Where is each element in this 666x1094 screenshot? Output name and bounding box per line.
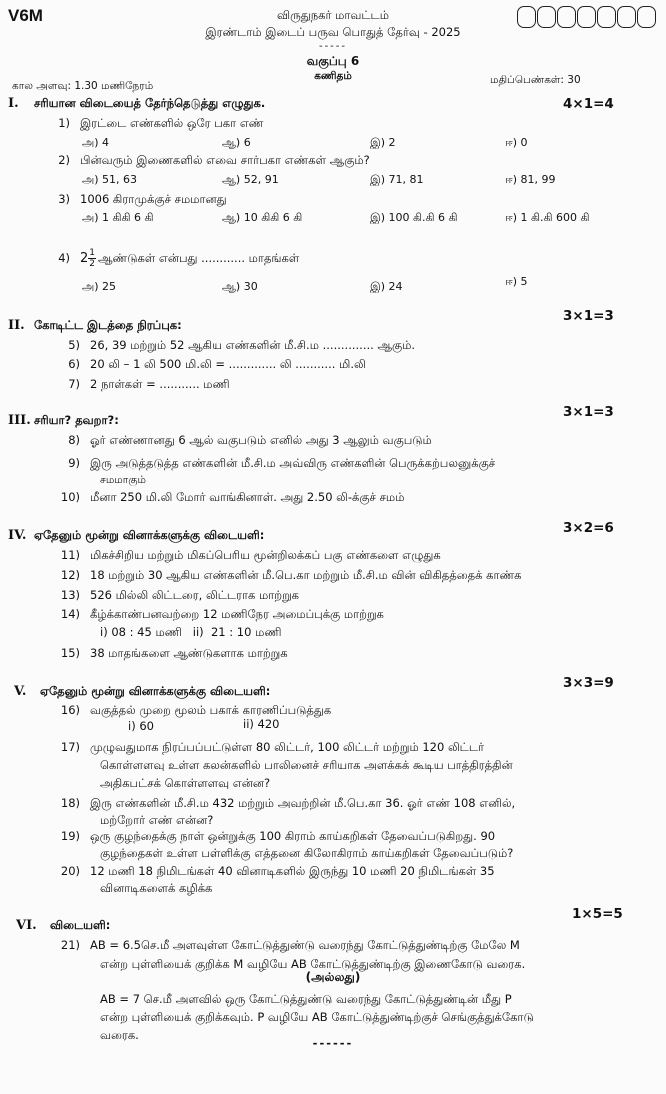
question-8: 8) ஓர் எண்ணானது 6 ஆல் வகுபடும் எனில் அது 3 ஆலும் வகுபடும் <box>68 433 432 447</box>
question-18-cont: மற்றோர் எண் என்ன? <box>100 813 214 827</box>
option: அ) 1 கிகி 6 கி <box>82 211 154 224</box>
section-2-marks: 3×1=3 <box>563 308 614 324</box>
section-3-marks: 3×1=3 <box>563 404 614 420</box>
question-2: 2) பின்வரும் இணைகளில் எவை சார்பகா எண்கள் ஆகும்? <box>58 153 370 167</box>
option: ஈ) 1 கி.கி 600 கி <box>505 211 590 224</box>
option: இ) 71, 81 <box>370 173 424 186</box>
question-9: 9) இரு அடுத்தடுத்த எண்களின் மீ.சி.ம அவ்விரு எண்களின் பெருக்கற்பலனுக்குச் <box>68 456 496 470</box>
option: ஈ) 0 <box>505 136 528 149</box>
question-21: 21) AB = 6.5செ.மீ அளவுள்ள கோட்டுத்துண்டு வரைந்து கோட்டுத்துண்டிற்கு மேலே M <box>60 938 520 952</box>
question-20: 20) 12 மணி 18 நிமிடங்கள் 40 வினாடிகளில் இருந்து 10 மணி 20 நிமிடங்கள் 35 <box>60 864 495 878</box>
section-6-heading: VI. விடையளி: <box>16 918 111 933</box>
question-9-cont: சமமாகும் <box>100 474 146 486</box>
section-5-heading: V. ஏதேனும் மூன்று வினாக்களுக்கு விடையளி: <box>14 684 271 699</box>
question-7: 7) 2 நாள்கள் = ........... மணி <box>68 377 230 391</box>
section-1-marks: 4×1=4 <box>563 96 614 112</box>
header-separator: ----- <box>318 41 348 52</box>
option: இ) 100 கி.கி 6 கி <box>370 211 458 224</box>
option: அ) 25 <box>82 280 117 293</box>
question-10: 10) மீனா 250 மி.லி மோர் வாங்கினாள். அது 2.50 லி-க்குச் சமம் <box>60 490 405 504</box>
option: ஈ) 5 <box>505 275 528 288</box>
question-17: 17) முழுவதுமாக நிரப்பப்பட்டுள்ள 80 லிட்டர், 100 லிட்டர் மற்றும் 120 லிட்டர் <box>60 740 484 754</box>
option: ஈ) 81, 99 <box>505 173 556 186</box>
option: இ) 24 <box>370 280 403 293</box>
question-16-part-2: ii) 420 <box>243 717 280 731</box>
question-18: 18) இரு எண்களின் மீ.சி.ம 432 மற்றும் அவற்றின் மீ.பெ.கா 36. ஓர் எண் 108 எனில், <box>60 796 516 810</box>
option: ஆ) 10 கிகி 6 கி <box>222 211 303 224</box>
end-marker: ------ <box>312 1036 354 1050</box>
question-5: 5) 26, 39 மற்றும் 52 ஆகிய எண்களின் மீ.சி.ம .............. ஆகும். <box>68 338 416 352</box>
district-title: விருதுநகர் மாவட்டம் <box>277 8 389 22</box>
subject-title: கணிதம் <box>314 70 352 82</box>
question-21-alt-cont: என்ற புள்ளியைக் குறிக்கவும். P வழியே AB கோட்டுத்துண்டிற்குச் செங்குத்துக்கோடு <box>100 1010 534 1024</box>
fraction: $\frac{1}{2}$ <box>89 248 96 269</box>
section-4-marks: 3×2=6 <box>563 520 614 536</box>
class-title: வகுப்பு 6 <box>306 54 360 68</box>
question-16: 16) வகுத்தல் முறை மூலம் பகாக் காரணிப்படுத்துக <box>60 703 332 717</box>
paper-code: V6M <box>8 6 43 25</box>
question-21-alt-cont: வரைக. <box>100 1028 139 1042</box>
section-1-heading <box>8 96 265 112</box>
section-2-heading: II. கோடிட்ட இடத்தை நிரப்புக: <box>8 318 182 333</box>
question-11: 11) மிகச்சிறிய மற்றும் மிகப்பெரிய மூன்றிலக்கப் பகு எண்களை எழுதுக <box>60 548 441 562</box>
section-number: I. <box>8 96 19 111</box>
question-3: 3) 1006 கிராமுக்குச் சமமானது <box>58 192 227 206</box>
question-1: 1) இரட்டை எண்களில் ஒரே பகா எண் <box>58 116 264 130</box>
question-14-parts: i) 08 : 45 மணி ii) 21 : 10 மணி <box>100 625 282 639</box>
section-5-marks: 3×3=9 <box>563 675 614 691</box>
exam-title: இரண்டாம் இடைப் பருவ பொதுத் தேர்வு - 2025 <box>205 25 461 39</box>
question-20-cont: வினாடிகளைக் கழிக்க <box>100 881 213 895</box>
question-19: 19) ஒரு குழந்தைக்கு நாள் ஒன்றுக்கு 100 கிராம் காய்கறிகள் தேவைப்படுகிறது. 90 <box>60 829 496 843</box>
question-17-cont: கொள்ளளவு உள்ள கலன்களில் பாலினைச் சரியாக அளக்கக் கூடிய பாத்திரத்தின் <box>100 758 513 772</box>
question-14: 14) கீழ்க்காண்பனவற்றை 12 மணிநேர அமைப்புக்கு மாற்றுக <box>60 607 384 621</box>
option: இ) 2 <box>370 136 396 149</box>
section-3-heading: III. சரியா? தவறா?: <box>8 413 119 428</box>
section-4-heading: IV. ஏதேனும் மூன்று வினாக்களுக்கு விடையளி: <box>8 528 265 543</box>
option: ஆ) 52, 91 <box>222 173 279 186</box>
section-title: சரியான விடையைத் தேர்ந்தெடுத்து எழுதுக. <box>34 96 266 110</box>
time-duration: கால அளவு: 1.30 மணிநேரம் <box>12 80 154 92</box>
option: அ) 4 <box>82 136 110 149</box>
section-6-marks: 1×5=5 <box>572 906 623 922</box>
question-21-cont: என்ற புள்ளியைக் குறிக்க M வழியே AB கோட்டுத்துண்டிற்கு இணைகோடு வரைக. <box>100 957 526 971</box>
or-separator: (அல்லது) <box>305 970 361 984</box>
option: ஆ) 30 <box>222 280 258 293</box>
question-19-cont: குழந்தைகள் உள்ள பள்ளிக்கு எத்தனை கிலோகிராம் காய்கறிகள் தேவைப்படும்? <box>100 846 514 860</box>
total-marks: மதிப்பெண்கள்: 30 <box>490 74 581 86</box>
question-17-cont: அதிகபட்சக் கொள்ளளவு என்ன? <box>100 776 271 790</box>
option: ஆ) 6 <box>222 136 251 149</box>
question-16-part-1: i) 60 <box>128 719 154 733</box>
option: அ) 51, 63 <box>82 173 137 186</box>
question-15: 15) 38 மாதங்களை ஆண்டுகளாக மாற்றுக <box>60 646 288 660</box>
question-13: 13) 526 மில்லி லிட்டரை, லிட்டராக மாற்றுக <box>60 588 300 602</box>
question-12: 12) 18 மற்றும் 30 ஆகிய எண்களின் மீ.பெ.கா மற்றும் மீ.சி.ம வின் விகிதத்தைக் காண்க <box>60 568 522 582</box>
question-4: 4) 2 $\frac{1}{2}$ ஆண்டுகள் என்பது ............ மாதங்கள் <box>58 248 300 269</box>
question-21-alt: AB = 7 செ.மீ அளவில் ஒரு கோட்டுத்துண்டு வரைந்து கோட்டுத்துண்டின் மீது P <box>100 992 512 1006</box>
question-6: 6) 20 லி – 1 லி 500 மி.லி = ............. லி ........... மி.லி <box>68 357 366 371</box>
